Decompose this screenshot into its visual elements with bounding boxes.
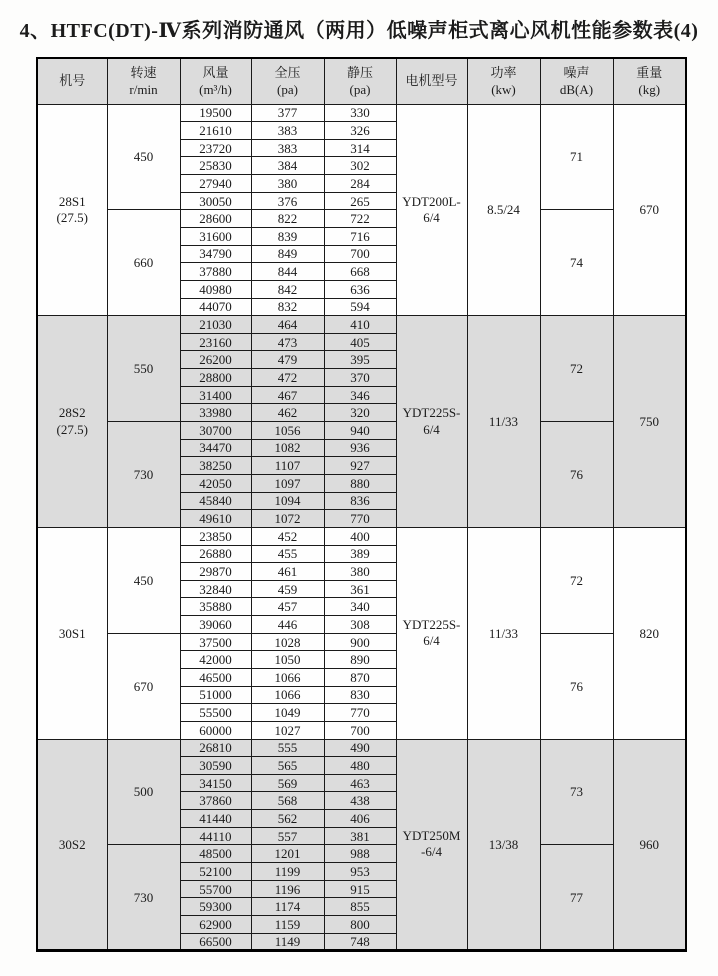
static-pressure-cell: 381 (324, 827, 396, 845)
weight-cell: 820 (613, 527, 686, 739)
flow-cell: 52100 (180, 863, 251, 881)
flow-cell: 30590 (180, 757, 251, 775)
total-pressure-cell: 1196 (251, 880, 324, 898)
total-pressure-cell: 844 (251, 263, 324, 281)
static-pressure-cell: 870 (324, 669, 396, 687)
total-pressure-cell: 1174 (251, 898, 324, 916)
total-pressure-cell: 1107 (251, 457, 324, 475)
noise-cell: 76 (540, 633, 613, 739)
flow-cell: 38250 (180, 457, 251, 475)
static-pressure-cell: 395 (324, 351, 396, 369)
total-pressure-cell: 842 (251, 280, 324, 298)
flow-cell: 26200 (180, 351, 251, 369)
motor-cell: YDT225S- 6/4 (396, 527, 467, 739)
col-header-weight: 重量 (kg) (613, 58, 686, 104)
flow-cell: 23720 (180, 139, 251, 157)
flow-cell: 35880 (180, 598, 251, 616)
total-pressure-cell: 832 (251, 298, 324, 316)
total-pressure-cell: 1199 (251, 863, 324, 881)
total-pressure-cell: 1149 (251, 933, 324, 951)
static-pressure-cell: 400 (324, 527, 396, 545)
noise-cell: 72 (540, 316, 613, 422)
flow-cell: 39060 (180, 616, 251, 634)
total-pressure-cell: 1056 (251, 422, 324, 440)
table-body (37, 104, 686, 951)
total-pressure-cell: 383 (251, 139, 324, 157)
total-pressure-cell: 1049 (251, 704, 324, 722)
static-pressure-cell: 668 (324, 263, 396, 281)
noise-cell: 71 (540, 104, 613, 210)
total-pressure-cell: 479 (251, 351, 324, 369)
static-pressure-cell: 389 (324, 545, 396, 563)
static-pressure-cell: 800 (324, 915, 396, 933)
flow-cell: 34470 (180, 439, 251, 457)
flow-cell: 33980 (180, 404, 251, 422)
static-pressure-cell: 361 (324, 580, 396, 598)
total-pressure-cell: 569 (251, 774, 324, 792)
static-pressure-cell: 770 (324, 704, 396, 722)
static-pressure-cell: 890 (324, 651, 396, 669)
flow-cell: 40980 (180, 280, 251, 298)
power-cell: 8.5/24 (467, 104, 540, 316)
power-cell: 11/33 (467, 316, 540, 528)
total-pressure-cell: 1066 (251, 669, 324, 687)
flow-cell: 23850 (180, 527, 251, 545)
col-header-noise: 噪声 dB(A) (540, 58, 613, 104)
total-pressure-cell: 446 (251, 616, 324, 634)
weight-cell: 750 (613, 316, 686, 528)
flow-cell: 25830 (180, 157, 251, 175)
speed-cell: 550 (107, 316, 180, 422)
total-pressure-cell: 462 (251, 404, 324, 422)
weight-cell: 670 (613, 104, 686, 316)
static-pressure-cell: 855 (324, 898, 396, 916)
flow-cell: 32840 (180, 580, 251, 598)
total-pressure-cell: 459 (251, 580, 324, 598)
total-pressure-cell: 1159 (251, 915, 324, 933)
model-cell: 28S2 (27.5) (37, 316, 107, 528)
flow-cell: 66500 (180, 933, 251, 951)
flow-cell: 59300 (180, 898, 251, 916)
static-pressure-cell: 748 (324, 933, 396, 951)
flow-cell: 30050 (180, 192, 251, 210)
total-pressure-cell: 568 (251, 792, 324, 810)
flow-cell: 62900 (180, 915, 251, 933)
static-pressure-cell: 463 (324, 774, 396, 792)
total-pressure-cell: 557 (251, 827, 324, 845)
flow-cell: 27940 (180, 175, 251, 193)
page-title: 4、HTFC(DT)-Ⅳ系列消防通风（两用）低噪声柜式离心风机性能参数表(4) (19, 20, 699, 42)
table-row (37, 316, 686, 334)
total-pressure-cell: 822 (251, 210, 324, 228)
total-pressure-cell: 562 (251, 810, 324, 828)
flow-cell: 30700 (180, 422, 251, 440)
total-pressure-cell: 457 (251, 598, 324, 616)
table-row (37, 210, 686, 228)
flow-cell: 23160 (180, 333, 251, 351)
total-pressure-cell: 455 (251, 545, 324, 563)
total-pressure-cell: 1094 (251, 492, 324, 510)
static-pressure-cell: 700 (324, 721, 396, 739)
flow-cell: 28600 (180, 210, 251, 228)
static-pressure-cell: 438 (324, 792, 396, 810)
power-cell: 13/38 (467, 739, 540, 951)
flow-cell: 34790 (180, 245, 251, 263)
table-row (37, 633, 686, 651)
static-pressure-cell: 406 (324, 810, 396, 828)
total-pressure-cell: 461 (251, 563, 324, 581)
noise-cell: 74 (540, 210, 613, 316)
flow-cell: 41440 (180, 810, 251, 828)
speed-cell: 730 (107, 845, 180, 951)
performance-table (36, 57, 687, 952)
static-pressure-cell: 953 (324, 863, 396, 881)
noise-cell: 72 (540, 527, 613, 633)
flow-cell: 42050 (180, 474, 251, 492)
flow-cell: 42000 (180, 651, 251, 669)
total-pressure-cell: 467 (251, 386, 324, 404)
flow-cell: 26810 (180, 739, 251, 757)
flow-cell: 37860 (180, 792, 251, 810)
total-pressure-cell: 464 (251, 316, 324, 334)
static-pressure-cell: 370 (324, 369, 396, 387)
static-pressure-cell: 490 (324, 739, 396, 757)
total-pressure-cell: 555 (251, 739, 324, 757)
flow-cell: 60000 (180, 721, 251, 739)
total-pressure-cell: 565 (251, 757, 324, 775)
motor-cell: YDT250M -6/4 (396, 739, 467, 951)
total-pressure-cell: 377 (251, 104, 324, 122)
noise-cell: 77 (540, 845, 613, 951)
col-header-static-pressure: 静压 (pa) (324, 58, 396, 104)
flow-cell: 48500 (180, 845, 251, 863)
flow-cell: 55500 (180, 704, 251, 722)
flow-cell: 19500 (180, 104, 251, 122)
col-header-power: 功率 (kw) (467, 58, 540, 104)
total-pressure-cell: 1097 (251, 474, 324, 492)
static-pressure-cell: 988 (324, 845, 396, 863)
static-pressure-cell: 594 (324, 298, 396, 316)
static-pressure-cell: 380 (324, 563, 396, 581)
table-row (37, 739, 686, 757)
static-pressure-cell: 716 (324, 227, 396, 245)
flow-cell: 31600 (180, 227, 251, 245)
static-pressure-cell: 308 (324, 616, 396, 634)
motor-cell: YDT225S- 6/4 (396, 316, 467, 528)
flow-cell: 37500 (180, 633, 251, 651)
total-pressure-cell: 384 (251, 157, 324, 175)
static-pressure-cell: 265 (324, 192, 396, 210)
flow-cell: 37880 (180, 263, 251, 281)
speed-cell: 660 (107, 210, 180, 316)
static-pressure-cell: 636 (324, 280, 396, 298)
static-pressure-cell: 915 (324, 880, 396, 898)
col-header-flow: 风量 (m³/h) (180, 58, 251, 104)
speed-cell: 450 (107, 527, 180, 633)
static-pressure-cell: 940 (324, 422, 396, 440)
flow-cell: 44070 (180, 298, 251, 316)
table-row (37, 845, 686, 863)
total-pressure-cell: 473 (251, 333, 324, 351)
speed-cell: 500 (107, 739, 180, 845)
table-header (37, 58, 686, 104)
speed-cell: 450 (107, 104, 180, 210)
static-pressure-cell: 480 (324, 757, 396, 775)
flow-cell: 55700 (180, 880, 251, 898)
static-pressure-cell: 880 (324, 474, 396, 492)
static-pressure-cell: 770 (324, 510, 396, 528)
static-pressure-cell: 405 (324, 333, 396, 351)
table-row (37, 104, 686, 122)
total-pressure-cell: 380 (251, 175, 324, 193)
static-pressure-cell: 927 (324, 457, 396, 475)
static-pressure-cell: 330 (324, 104, 396, 122)
static-pressure-cell: 340 (324, 598, 396, 616)
flow-cell: 28800 (180, 369, 251, 387)
total-pressure-cell: 1066 (251, 686, 324, 704)
model-cell: 30S2 (37, 739, 107, 951)
static-pressure-cell: 346 (324, 386, 396, 404)
static-pressure-cell: 314 (324, 139, 396, 157)
flow-cell: 31400 (180, 386, 251, 404)
flow-cell: 21610 (180, 122, 251, 140)
total-pressure-cell: 1027 (251, 721, 324, 739)
col-header-total-pressure: 全压 (pa) (251, 58, 324, 104)
static-pressure-cell: 284 (324, 175, 396, 193)
total-pressure-cell: 452 (251, 527, 324, 545)
static-pressure-cell: 936 (324, 439, 396, 457)
speed-cell: 730 (107, 422, 180, 528)
weight-cell: 960 (613, 739, 686, 951)
flow-cell: 34150 (180, 774, 251, 792)
header-row (37, 58, 686, 104)
flow-cell: 49610 (180, 510, 251, 528)
model-cell: 30S1 (37, 527, 107, 739)
total-pressure-cell: 1028 (251, 633, 324, 651)
flow-cell: 45840 (180, 492, 251, 510)
table-row (37, 527, 686, 545)
flow-cell: 21030 (180, 316, 251, 334)
static-pressure-cell: 320 (324, 404, 396, 422)
total-pressure-cell: 839 (251, 227, 324, 245)
total-pressure-cell: 1072 (251, 510, 324, 528)
total-pressure-cell: 1201 (251, 845, 324, 863)
flow-cell: 26880 (180, 545, 251, 563)
col-header-motor: 电机型号 (396, 58, 467, 104)
static-pressure-cell: 830 (324, 686, 396, 704)
total-pressure-cell: 1050 (251, 651, 324, 669)
flow-cell: 46500 (180, 669, 251, 687)
total-pressure-cell: 1082 (251, 439, 324, 457)
flow-cell: 44110 (180, 827, 251, 845)
static-pressure-cell: 302 (324, 157, 396, 175)
total-pressure-cell: 849 (251, 245, 324, 263)
flow-cell: 51000 (180, 686, 251, 704)
static-pressure-cell: 722 (324, 210, 396, 228)
col-header-speed: 转速 r/min (107, 58, 180, 104)
model-cell: 28S1 (27.5) (37, 104, 107, 316)
flow-cell: 29870 (180, 563, 251, 581)
table-row (37, 422, 686, 440)
static-pressure-cell: 410 (324, 316, 396, 334)
total-pressure-cell: 472 (251, 369, 324, 387)
total-pressure-cell: 376 (251, 192, 324, 210)
noise-cell: 73 (540, 739, 613, 845)
col-header-model: 机号 (37, 58, 107, 104)
power-cell: 11/33 (467, 527, 540, 739)
noise-cell: 76 (540, 422, 613, 528)
motor-cell: YDT200L- 6/4 (396, 104, 467, 316)
static-pressure-cell: 900 (324, 633, 396, 651)
static-pressure-cell: 700 (324, 245, 396, 263)
total-pressure-cell: 383 (251, 122, 324, 140)
speed-cell: 670 (107, 633, 180, 739)
static-pressure-cell: 836 (324, 492, 396, 510)
static-pressure-cell: 326 (324, 122, 396, 140)
